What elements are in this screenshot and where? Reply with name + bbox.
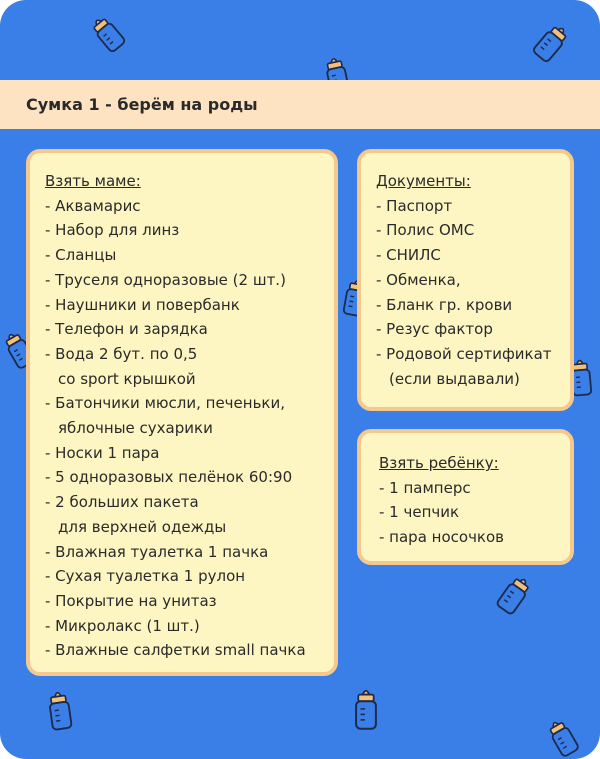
- list-item: - Покрытие на унитаз: [45, 591, 217, 610]
- baby-bottle-icon: [41, 688, 79, 734]
- card-title-mom: Взять маме:: [45, 172, 141, 190]
- baby-bottle-icon: [83, 8, 133, 59]
- list-item: - 5 одноразовых пелёнок 60:90: [45, 468, 293, 487]
- card-title-documents: Документы:: [376, 172, 471, 190]
- list-item-continuation: яблочные сухарики: [58, 419, 213, 438]
- list-item: - Влажная туалетка 1 пачка: [45, 542, 269, 561]
- list-item: - Вода 2 бут. по 0,5: [45, 344, 198, 363]
- baby-bottle-icon: [489, 569, 539, 622]
- list-item: - Резус фактор: [376, 320, 493, 339]
- list-item: - Наушники и повербанк: [45, 295, 240, 314]
- checklist-card-baby: [357, 429, 574, 565]
- list-item: - Телефон и зарядка: [45, 320, 208, 339]
- list-item: - 1 чепчик: [379, 503, 460, 522]
- list-item: - Сланцы: [45, 246, 117, 265]
- list-item: - Полис ОМС: [376, 221, 475, 240]
- checklist-card-documents: [357, 149, 574, 411]
- list-item: - Набор для линз: [45, 221, 180, 240]
- baby-bottle-icon: [350, 688, 382, 732]
- list-item-continuation: для верхней одежды: [58, 517, 227, 536]
- list-item: - Носки 1 пара: [45, 443, 160, 462]
- list-item: - Труселя одноразовые (2 шт.): [45, 270, 286, 289]
- list-item: - Батончики мюсли, печеньки,: [45, 394, 285, 413]
- list-item-continuation: (если выдавали): [389, 369, 520, 388]
- list-item: - Аквамарис: [45, 196, 141, 215]
- list-item: - Родовой сертификат: [376, 344, 552, 363]
- list-item-continuation: со sport крышкой: [58, 369, 196, 388]
- list-item: - Сухая туалетка 1 рулон: [45, 567, 246, 586]
- list-item: - пара носочков: [379, 528, 505, 547]
- list-item: - 2 больших пакета: [45, 493, 199, 512]
- list-item: - СНИЛС: [376, 246, 441, 265]
- header-bar: [0, 80, 600, 129]
- list-item: - Микролакс (1 шт.): [45, 616, 200, 635]
- card-title-baby: Взять ребёнку:: [379, 454, 499, 472]
- list-item: - 1 памперс: [379, 478, 471, 497]
- list-item: - Влажные салфетки small пачка: [45, 641, 306, 660]
- list-item: - Обменка,: [376, 270, 461, 289]
- baby-bottle-icon: [525, 17, 577, 70]
- list-item: - Бланк гр. крови: [376, 295, 513, 314]
- list-item: - Паспорт: [376, 196, 453, 215]
- page-title: Сумка 1 - берём на роды: [26, 95, 258, 114]
- baby-bottle-icon: [540, 713, 586, 759]
- checklist-card-mom: [26, 149, 338, 676]
